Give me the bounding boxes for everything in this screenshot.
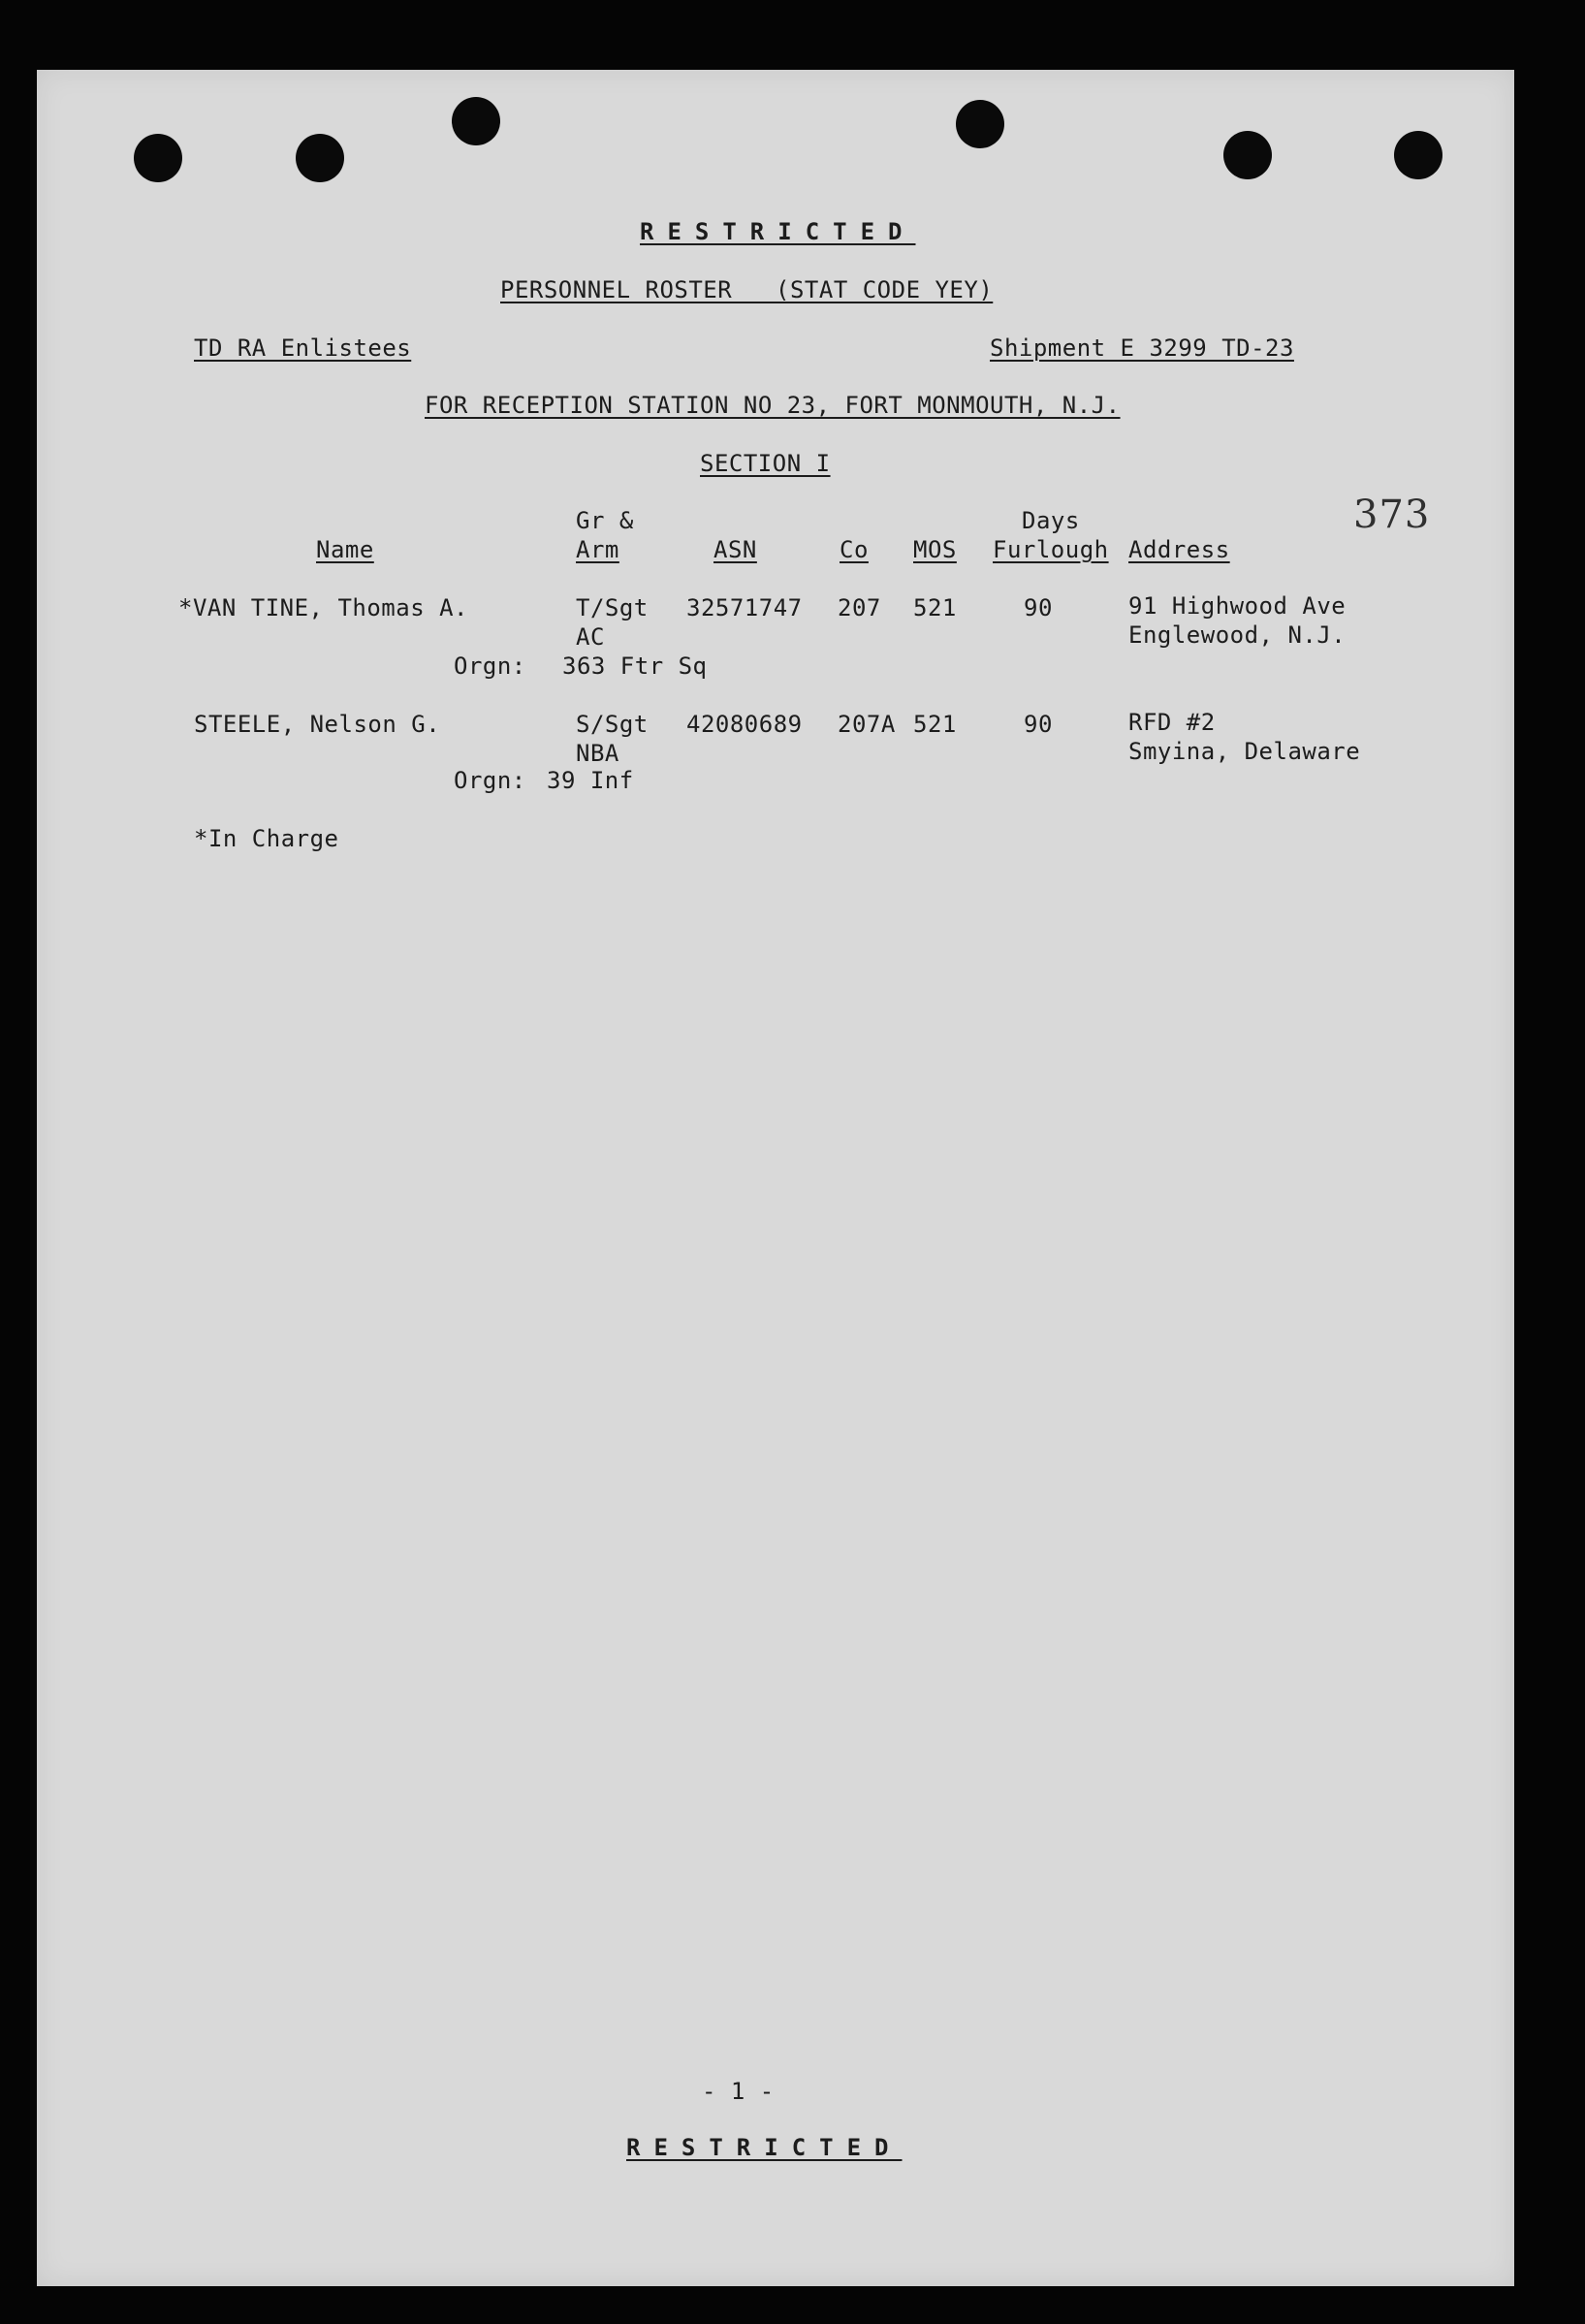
row2-mos: 521 <box>913 711 957 738</box>
row1-address-line2: Englewood, N.J. <box>1128 621 1347 649</box>
punch-hole <box>1223 131 1272 179</box>
row1-grade: T/Sgt <box>576 594 649 621</box>
document-page <box>37 70 1514 2286</box>
row2-orgn: 39 Inf <box>547 767 634 794</box>
punch-hole <box>452 97 500 145</box>
col-days-line2: Furlough <box>993 536 1109 563</box>
roster-title: PERSONNEL ROSTER (STAT CODE YEY) <box>500 276 994 303</box>
punch-hole <box>956 100 1004 148</box>
row2-arm: NBA <box>576 740 619 767</box>
col-gr-line1: Gr & <box>576 507 634 534</box>
row2-grade: S/Sgt <box>576 711 649 738</box>
row2-address-line2: Smyina, Delaware <box>1128 738 1361 765</box>
row2-name: STEELE, Nelson G. <box>194 711 441 738</box>
page-mark: 373 <box>1353 493 1431 537</box>
col-asn: ASN <box>713 536 757 563</box>
row1-co: 207 <box>838 594 881 621</box>
destination: FOR RECEPTION STATION NO 23, FORT MONMOUTH, N.J. <box>425 392 1121 419</box>
col-mos: MOS <box>913 536 957 563</box>
enlistee-type: TD RA Enlistees <box>194 334 412 362</box>
shipment-number: Shipment E 3299 TD-23 <box>990 334 1294 362</box>
row1-orgn: 363 Ftr Sq <box>562 653 708 680</box>
row1-mos: 521 <box>913 594 957 621</box>
classification-top: RESTRICTED <box>640 218 916 245</box>
row2-days: 90 <box>1024 711 1053 738</box>
page-number: - 1 - <box>702 2078 775 2105</box>
classification-bottom: RESTRICTED <box>626 2134 903 2161</box>
row2-asn: 42080689 <box>686 711 803 738</box>
row1-address-line1: 91 Highwood Ave <box>1128 592 1347 620</box>
row2-orgn-label: Orgn: <box>454 767 526 794</box>
punch-hole <box>1394 131 1442 179</box>
col-address: Address <box>1128 536 1230 563</box>
col-gr-line2: Arm <box>576 536 619 563</box>
row2-address-line1: RFD #2 <box>1128 709 1216 736</box>
row1-asn: 32571747 <box>686 594 803 621</box>
col-name: Name <box>316 536 374 563</box>
row1-name: *VAN TINE, Thomas A. <box>178 594 468 621</box>
row1-orgn-label: Orgn: <box>454 653 526 680</box>
section-heading: SECTION I <box>700 450 831 477</box>
col-days-line1: Days <box>1022 507 1080 534</box>
punch-hole <box>296 134 344 182</box>
footnote: *In Charge <box>194 825 339 852</box>
col-co: Co <box>840 536 869 563</box>
row2-co: 207A <box>838 711 896 738</box>
row1-days: 90 <box>1024 594 1053 621</box>
row1-arm: AC <box>576 623 605 651</box>
punch-hole <box>134 134 182 182</box>
